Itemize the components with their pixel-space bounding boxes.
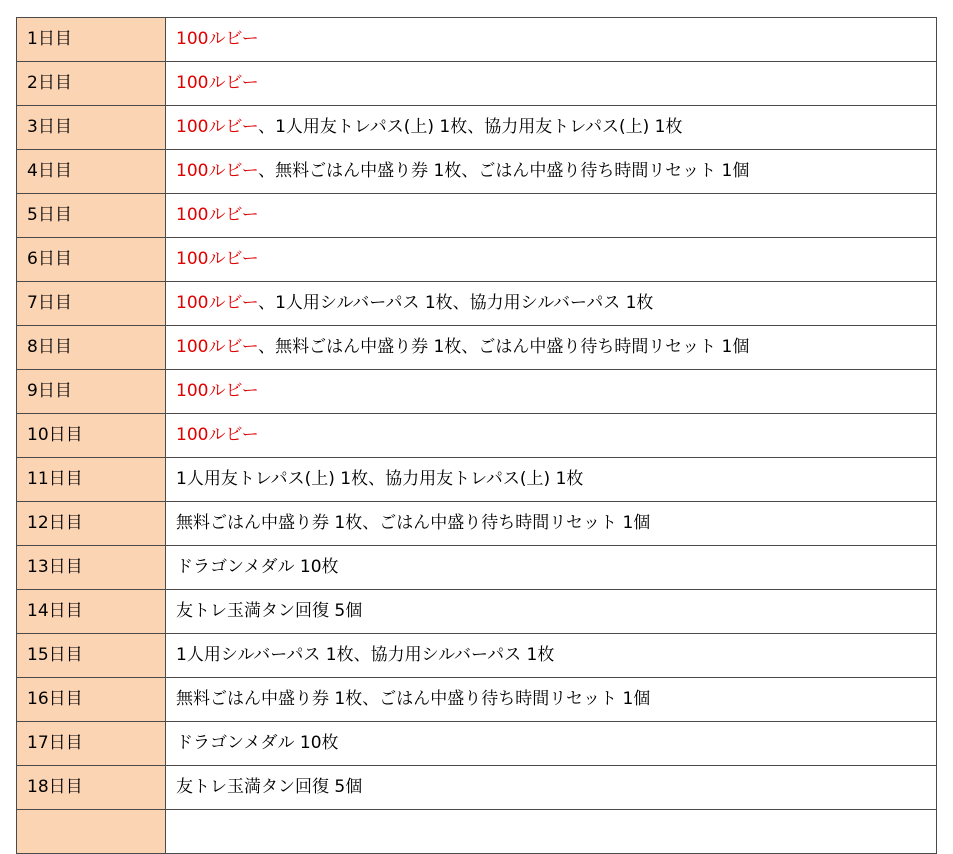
ruby-reward-text: 100ルビー xyxy=(176,249,259,269)
day-cell: 15日目 xyxy=(17,634,166,678)
table-row xyxy=(17,238,937,282)
table-row xyxy=(17,458,937,502)
table-row xyxy=(17,326,937,370)
day-cell: 2日目 xyxy=(17,62,166,106)
reward-cell xyxy=(166,634,937,678)
ruby-reward-text: 100ルビー xyxy=(176,337,259,357)
day-cell: 13日目 xyxy=(17,546,166,590)
item-reward-text: 、1人用シルバーパス 1枚、協力用シルバーパス 1枚 xyxy=(258,293,654,313)
reward-cell xyxy=(166,370,937,414)
day-cell: 6日目 xyxy=(17,238,166,282)
table-row xyxy=(17,810,937,854)
reward-cell xyxy=(166,502,937,546)
reward-cell xyxy=(166,18,937,62)
day-cell: 16日目 xyxy=(17,678,166,722)
item-reward-text: 1人用友トレパス(上) 1枚、協力用友トレパス(上) 1枚 xyxy=(176,469,584,489)
item-reward-text: 、無料ごはん中盛り券 1枚、ごはん中盛り待ち時間リセット 1個 xyxy=(258,161,750,181)
reward-cell xyxy=(166,150,937,194)
reward-cell xyxy=(166,590,937,634)
day-cell: 17日目 xyxy=(17,722,166,766)
item-reward-text: 、1人用友トレパス(上) 1枚、協力用友トレパス(上) 1枚 xyxy=(258,117,683,137)
table-row xyxy=(17,194,937,238)
reward-cell xyxy=(166,414,937,458)
ruby-reward-text: 100ルビー xyxy=(176,161,259,181)
table-row xyxy=(17,18,937,62)
table-row xyxy=(17,282,937,326)
table-row xyxy=(17,722,937,766)
table-row xyxy=(17,590,937,634)
reward-cell xyxy=(166,282,937,326)
day-cell: 4日目 xyxy=(17,150,166,194)
table-row xyxy=(17,634,937,678)
day-cell: 11日目 xyxy=(17,458,166,502)
reward-cell xyxy=(166,238,937,282)
reward-cell xyxy=(166,194,937,238)
ruby-reward-text: 100ルビー xyxy=(176,293,259,313)
item-reward-text: ドラゴンメダル 10枚 xyxy=(176,557,339,577)
table-row xyxy=(17,546,937,590)
reward-cell xyxy=(166,546,937,590)
day-cell: 3日目 xyxy=(17,106,166,150)
day-cell: 5日目 xyxy=(17,194,166,238)
reward-cell xyxy=(166,810,937,854)
table-row xyxy=(17,502,937,546)
ruby-reward-text: 100ルビー xyxy=(176,205,259,225)
reward-cell xyxy=(166,766,937,810)
reward-cell xyxy=(166,678,937,722)
item-reward-text: 1人用シルバーパス 1枚、協力用シルバーパス 1枚 xyxy=(176,645,555,665)
day-cell: 18日目 xyxy=(17,766,166,810)
day-cell: 12日目 xyxy=(17,502,166,546)
ruby-reward-text: 100ルビー xyxy=(176,381,259,401)
day-cell: 1日目 xyxy=(17,18,166,62)
day-cell xyxy=(17,810,166,854)
item-reward-text: ドラゴンメダル 10枚 xyxy=(176,733,339,753)
table-row xyxy=(17,150,937,194)
day-cell: 9日目 xyxy=(17,370,166,414)
table-row xyxy=(17,678,937,722)
ruby-reward-text: 100ルビー xyxy=(176,117,259,137)
item-reward-text: 友トレ玉満タン回復 5個 xyxy=(176,777,363,797)
day-cell: 7日目 xyxy=(17,282,166,326)
ruby-reward-text: 100ルビー xyxy=(176,29,259,49)
day-cell: 8日目 xyxy=(17,326,166,370)
ruby-reward-text: 100ルビー xyxy=(176,425,259,445)
reward-cell xyxy=(166,106,937,150)
item-reward-text: 無料ごはん中盛り券 1枚、ごはん中盛り待ち時間リセット 1個 xyxy=(176,689,651,709)
login-bonus-table xyxy=(16,17,937,854)
table-row xyxy=(17,414,937,458)
table-row xyxy=(17,62,937,106)
reward-cell xyxy=(166,458,937,502)
item-reward-text: 友トレ玉満タン回復 5個 xyxy=(176,601,363,621)
day-cell: 10日目 xyxy=(17,414,166,458)
table-row xyxy=(17,766,937,810)
login-bonus-table-body xyxy=(17,18,937,854)
table-row xyxy=(17,370,937,414)
item-reward-text: 、無料ごはん中盛り券 1枚、ごはん中盛り待ち時間リセット 1個 xyxy=(258,337,750,357)
ruby-reward-text: 100ルビー xyxy=(176,73,259,93)
item-reward-text: 無料ごはん中盛り券 1枚、ごはん中盛り待ち時間リセット 1個 xyxy=(176,513,651,533)
reward-cell xyxy=(166,326,937,370)
reward-cell xyxy=(166,722,937,766)
reward-cell xyxy=(166,62,937,106)
day-cell: 14日目 xyxy=(17,590,166,634)
table-row xyxy=(17,106,937,150)
